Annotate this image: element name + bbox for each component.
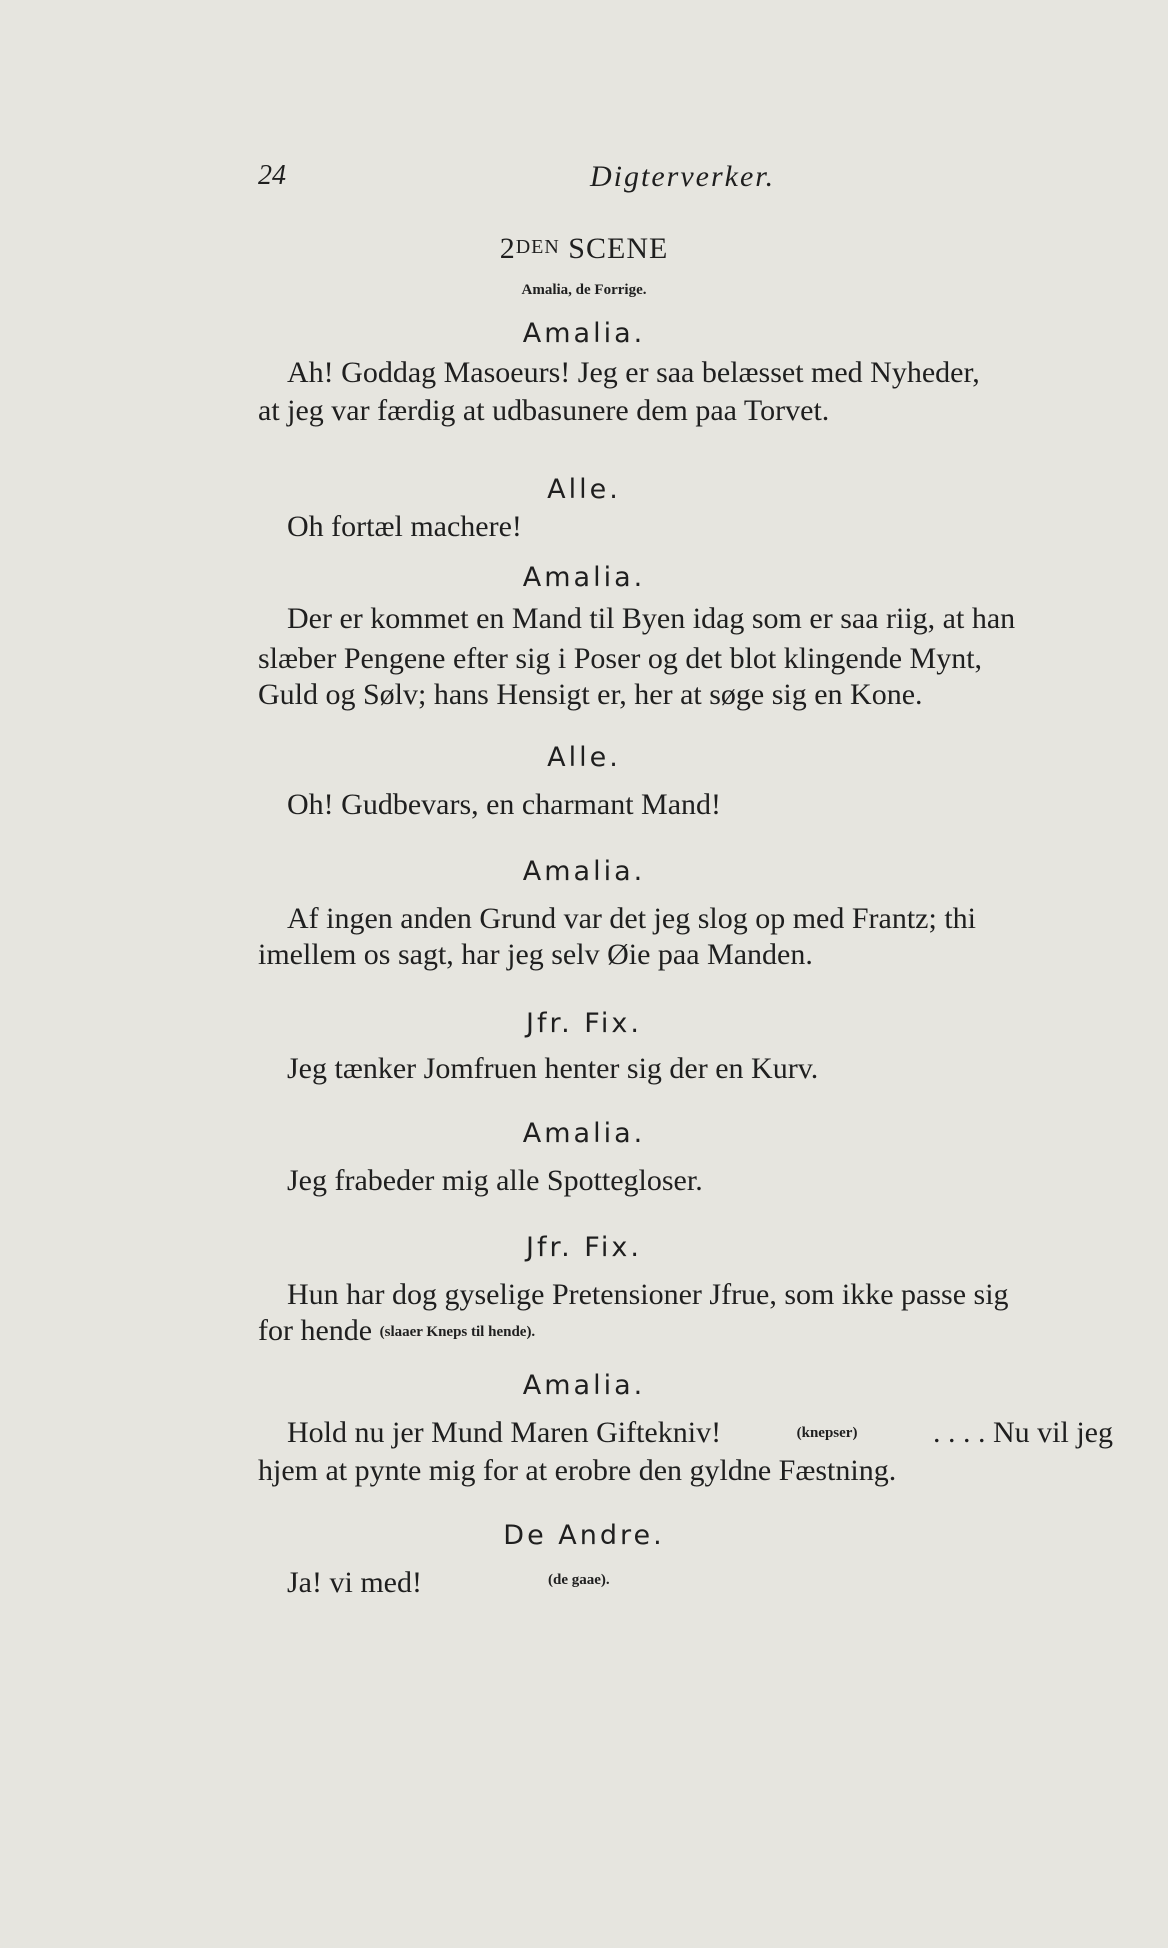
stage-direction: (knepser) (796, 1425, 858, 1441)
running-title: Digterverker. (590, 160, 776, 193)
dialogue-line: Oh! Gudbevars, en charmant Mand! (287, 788, 722, 821)
stage-direction: (slaaer Kneps til hende). (379, 1324, 536, 1340)
dialogue-line: Guld og Sølv; hans Hensigt er, her at søge sig en Kone. (258, 678, 923, 711)
speaker-name: Amalia. (522, 318, 646, 349)
dialogue-line: Der er kommet en Mand til Byen idag som er saa riig, at han (287, 602, 1016, 635)
dialogue-text: . . . . Nu vil jeg (933, 1416, 1113, 1449)
dialogue-line: Af ingen anden Grund var det jeg slog op med Frantz; thi (287, 902, 977, 935)
dialogue-line: Hun har dog gyselige Pretensioner Jfrue, som ikke passe sig (287, 1278, 1009, 1311)
speaker-name: Amalia. (522, 1370, 646, 1401)
stage-direction: (de gaae). (548, 1572, 610, 1588)
dialogue-line: Ah! Goddag Masoeurs! Jeg er saa belæsset med Nyheder, (287, 356, 980, 389)
scene-title (0, 232, 1168, 266)
dialogue-line (258, 1312, 535, 1350)
dialogue-line: imellem os sagt, har jeg selv Øie paa Manden. (258, 938, 813, 971)
dialogue-line: Jeg tænker Jomfruen henter sig der en Kurv. (287, 1052, 819, 1085)
speaker-name: Jfr. Fix. (526, 1232, 642, 1263)
page-number: 24 (258, 160, 286, 191)
dialogue-line: hjem at pynte mig for at erobre den gyldne Fæstning. (258, 1454, 897, 1487)
scene-persons: Amalia, de Forrige. (521, 282, 647, 298)
dialogue-line: slæber Pengene efter sig i Poser og det blot klingende Mynt, (258, 642, 983, 675)
dialogue-line: at jeg var færdig at udbasunere dem paa Torvet. (258, 394, 830, 427)
speaker-name: Alle. (547, 474, 621, 505)
dialogue-text: for hende (258, 1314, 373, 1347)
speaker-name: Amalia. (522, 856, 646, 887)
speaker-name: De Andre. (503, 1520, 665, 1551)
dialogue-line (287, 1414, 1113, 1452)
speaker-name: Amalia. (522, 562, 646, 593)
speaker-name: Alle. (547, 742, 621, 773)
scene-number: 2 (499, 232, 516, 265)
dialogue-line: Oh fortæl machere! (287, 510, 522, 543)
scene-word: SCENE (568, 232, 669, 265)
dialogue-text: Hold nu jer Mund Maren Giftekniv! (287, 1416, 722, 1449)
speaker-name: Jfr. Fix. (526, 1008, 642, 1039)
scene-number-suffix: DEN (515, 236, 560, 258)
dialogue-line: Jeg frabeder mig alle Spottegloser. (287, 1164, 703, 1197)
speaker-name: Amalia. (522, 1118, 646, 1149)
dialogue-line: Ja! vi med! (287, 1566, 422, 1599)
